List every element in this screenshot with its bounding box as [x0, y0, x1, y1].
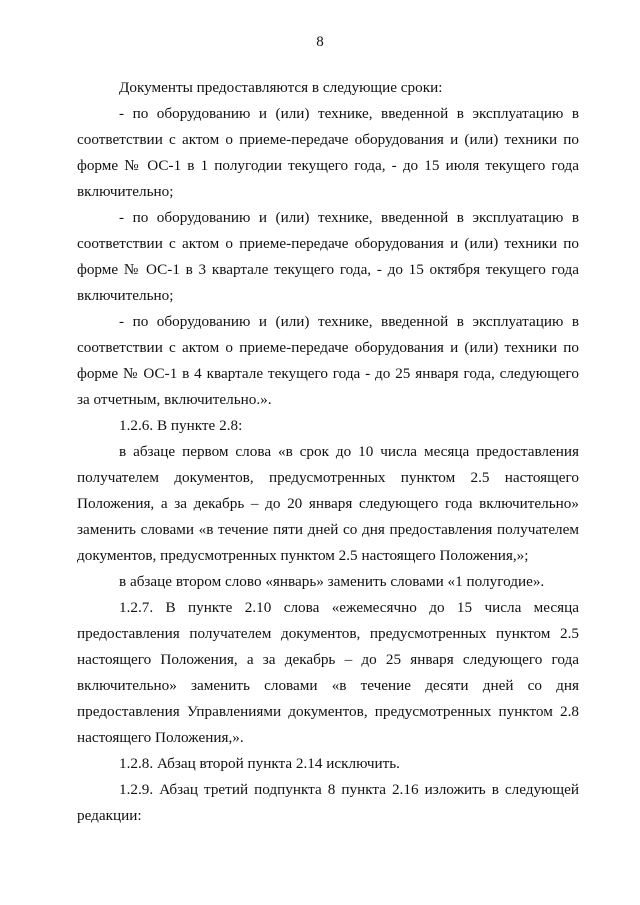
text-line: включительно» заменить словами «в течение десяти дней со дня: [77, 677, 579, 694]
text-line: 1.2.8. Абзац второй пункта 2.14 исключить.: [119, 755, 400, 772]
text-line: в абзаце первом слова «в срок до 10 числа месяца предоставления: [119, 443, 579, 460]
text-line: документов, предусмотренных пунктом 2.5 настоящего Положения,»;: [77, 547, 529, 564]
text-line: форме № ОС-1 в 4 квартале текущего года - до 25 января года, следующего: [77, 365, 579, 382]
text-line: соответствии с актом о приеме-передаче оборудования и (или) техники по: [77, 339, 579, 356]
text-line: настоящего Положения, а за декабрь – до 25 января следующего года: [77, 651, 579, 668]
text-line: - по оборудованию и (или) технике, введенной в эксплуатацию в: [119, 313, 579, 330]
text-line: получателем документов, предусмотренных пунктом 2.5 настоящего: [77, 469, 579, 486]
text-line: включительно;: [77, 183, 174, 200]
text-line: включительно;: [77, 287, 174, 304]
page-number: 8: [316, 34, 324, 50]
text-line: предоставления получателем документов, предусмотренных пунктом 2.5: [77, 625, 579, 642]
text-line: 1.2.9. Абзац третий подпункта 8 пункта 2.16 изложить в следующей: [119, 781, 579, 798]
text-line: Положения, а за декабрь – до 20 января следующего года включительно»: [77, 495, 579, 512]
text-line: форме № ОС-1 в 3 квартале текущего года, - до 15 октября текущего года: [77, 261, 579, 278]
text-line: Документы предоставляются в следующие сроки:: [119, 79, 443, 96]
text-line: предоставления Управлениями документов, предусмотренных пунктом 2.8: [77, 703, 579, 720]
text-line: - по оборудованию и (или) технике, введенной в эксплуатацию в: [119, 209, 579, 226]
text-line: заменить словами «в течение пяти дней со дня предоставления получателем: [77, 521, 579, 538]
text-line: соответствии с актом о приеме-передаче оборудования и (или) техники по: [77, 235, 579, 252]
text-line: 1.2.6. В пункте 2.8:: [119, 417, 243, 434]
text-line: настоящего Положения,».: [77, 729, 244, 746]
text-line: форме № ОС-1 в 1 полугодии текущего года, - до 15 июля текущего года: [77, 157, 579, 174]
text-line: в абзаце втором слово «январь» заменить словами «1 полугодие».: [119, 573, 545, 590]
text-line: соответствии с актом о приеме-передаче оборудования и (или) техники по: [77, 131, 579, 148]
text-line: редакции:: [77, 807, 142, 824]
text-line: - по оборудованию и (или) технике, введенной в эксплуатацию в: [119, 105, 579, 122]
text-line: за отчетным, включительно.».: [77, 391, 272, 408]
text-line: 1.2.7. В пункте 2.10 слова «ежемесячно до 15 числа месяца: [119, 599, 579, 616]
